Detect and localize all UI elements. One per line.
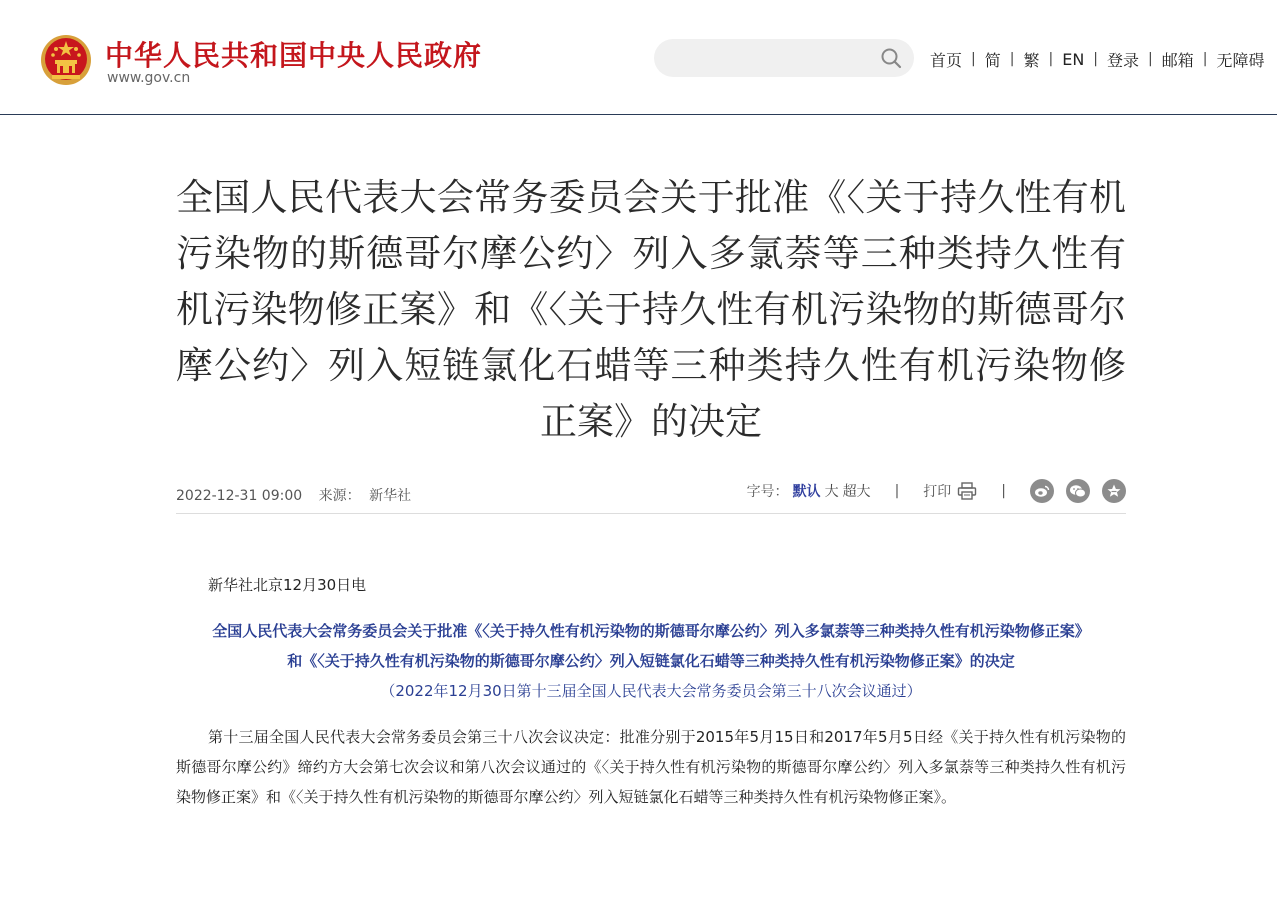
font-size-large-option[interactable]: 大 [824, 484, 839, 500]
nav-home-link[interactable]: 首页 [930, 50, 963, 70]
dateline: 新华社北京12月30日电 [208, 576, 367, 594]
search-icon[interactable] [880, 47, 902, 69]
wechat-icon[interactable] [1066, 479, 1090, 503]
publish-datetime: 2022-12-31 09:00 [176, 488, 303, 504]
source-value: 新华社 [369, 488, 412, 504]
site-title[interactable]: 中华人民共和国中央人民政府 [105, 39, 483, 72]
article-title: 全国人民代表大会常务委员会关于批准《〈关于持久性有机污染物的斯德哥尔摩公约〉列入多氯萘等三种类持久性有机污染物修正案》和《〈关于持久性有机污染物的斯德哥尔摩公约〉列入短链氯化石蜡等三种类持久性有机污染物修正案》的决定 [176, 176, 1126, 443]
site-header [0, 0, 1277, 115]
site-url[interactable]: www.gov.cn [107, 70, 191, 86]
nav-login-link[interactable]: 登录 [1107, 50, 1140, 70]
print-button[interactable] [923, 481, 977, 501]
weibo-icon[interactable] [1030, 479, 1054, 503]
nav-separator: | [1202, 51, 1208, 67]
nav-english-link[interactable]: EN [1062, 49, 1085, 69]
favorite-star-icon[interactable] [1102, 479, 1126, 503]
search-box [654, 39, 914, 77]
nav-traditional-link[interactable]: 繁 [1023, 50, 1040, 70]
decision-title-line-1: 全国人民代表大会常务委员会关于批准《〈关于持久性有机污染物的斯德哥尔摩公约〉列入多氯萘等三种类持久性有机污染物修正案》 [212, 622, 1090, 640]
article-body-paragraph: 第十三届全国人民代表大会常务委员会第三十八次会议决定：批准分别于2015年5月15日和2017年5月5日经《关于持久性有机污染物的斯德哥尔摩公约》缔约方大会第七次会议和第八次会议通过的《〈关于持久性有机污染物的斯德哥尔摩公约〉列入多氯萘等三种类持久性有机污染物修正案》和《〈关于持久性有机污染物的斯德哥尔摩公约〉列入短链氯化石蜡等三种类持久性有机污染物修正案》。 [176, 728, 1126, 806]
national-emblem-icon[interactable] [40, 33, 92, 87]
article-meta-info [176, 485, 423, 505]
font-size-xlarge-option[interactable]: 超大 [842, 484, 871, 500]
nav-separator: | [1048, 51, 1054, 67]
nav-separator: | [1093, 51, 1098, 67]
nav-separator: | [971, 51, 976, 67]
print-label: 打印 [923, 484, 952, 500]
font-size-label: 字号： [746, 484, 789, 500]
printer-icon [957, 482, 977, 500]
top-nav [930, 47, 1264, 71]
nav-separator: | [1148, 51, 1153, 67]
nav-separator: | [1009, 51, 1015, 67]
article-tools [747, 476, 1126, 506]
source-label: 来源： [318, 488, 361, 504]
decision-adoption-note: （2022年12月30日第十三届全国人民代表大会常务委员会第三十八次会议通过） [380, 682, 922, 700]
article-meta-bar [176, 482, 1126, 514]
search-input[interactable] [670, 45, 870, 71]
decision-title-line-2: 和《〈关于持久性有机污染物的斯德哥尔摩公约〉列入短链氯化石蜡等三种类持久性有机污染物修正案》的决定 [287, 652, 1015, 670]
nav-accessibility-link[interactable]: 无障碍 [1216, 50, 1265, 70]
font-size-default-option[interactable]: 默认 [792, 484, 821, 500]
nav-mail-link[interactable]: 邮箱 [1161, 50, 1194, 70]
tools-divider: | [894, 483, 900, 499]
tools-divider: | [1001, 483, 1006, 499]
nav-simplified-link[interactable]: 简 [984, 50, 1001, 70]
